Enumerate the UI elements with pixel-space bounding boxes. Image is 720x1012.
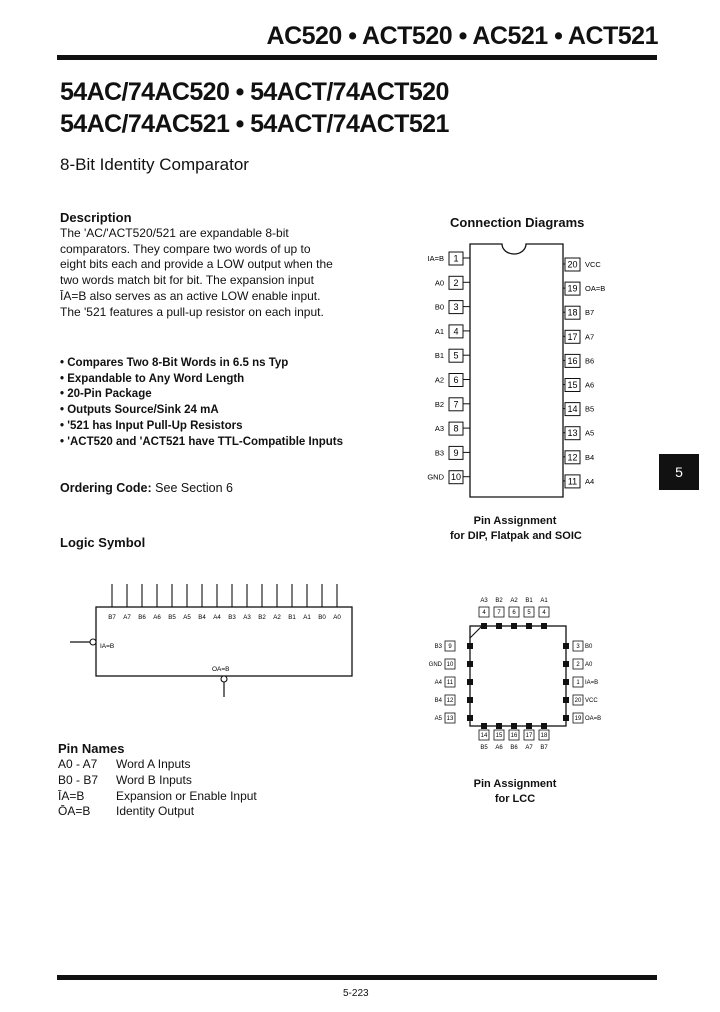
pin-symbol: ŌA=B: [58, 804, 91, 819]
pin-symbol: ĪA=B: [58, 788, 85, 803]
lcc-pad: [467, 643, 473, 649]
features-list: [60, 356, 343, 450]
lcc-pad: [467, 679, 473, 685]
pin-names-table: [58, 757, 257, 820]
lcc-pad: [511, 723, 517, 729]
lcc-pad: [541, 623, 547, 629]
lcc-pin-number: 14: [480, 733, 488, 740]
lcc-pin-name: B7: [540, 745, 548, 751]
pin-description: Word B Inputs: [116, 772, 192, 787]
dip-caption-line2: for DIP, Flatpak and SOIC: [450, 530, 582, 542]
lcc-pin-name: IA=B: [585, 680, 599, 686]
input-label: B3: [228, 614, 236, 621]
logic-symbol-diagram: [70, 578, 370, 698]
lcc-pad: [563, 679, 569, 685]
dip-pin-name: B0: [434, 302, 444, 312]
section-tab: 5: [659, 454, 699, 490]
feature-item: • Outputs Source/Sink 24 mA: [60, 403, 343, 419]
page-number: 5-223: [343, 988, 369, 999]
dip-pin-name: A7: [585, 332, 595, 342]
dip-pin-name: B7: [585, 308, 595, 318]
lcc-pin-number: 7: [497, 610, 501, 617]
lcc-pad: [526, 623, 532, 629]
lcc-pad: [563, 661, 569, 667]
dip-pin-number: 1: [453, 253, 459, 264]
input-label: A3: [243, 614, 251, 621]
table-row: [58, 804, 257, 820]
lcc-pad: [563, 697, 569, 703]
dip-pin-number: 4: [453, 326, 459, 337]
part-numbers-520: 54AC/74AC520 • 54ACT/74ACT520: [60, 78, 449, 106]
pin-description: Word A Inputs: [116, 757, 191, 771]
dip-pin-name: B3: [434, 448, 444, 458]
dip-pin-number: 19: [567, 283, 578, 294]
lcc-caption-line2: for LCC: [494, 793, 536, 805]
dip-pin-number: 16: [567, 355, 578, 366]
dip-pin-name: IA=B: [427, 254, 444, 263]
input-label: B4: [198, 614, 206, 621]
lcc-pin-name: B3: [434, 644, 442, 650]
lcc-pin-name: A2: [510, 598, 518, 604]
pin-description: Identity Output: [116, 804, 195, 819]
lcc-pin-number: 19: [574, 716, 582, 723]
dip-pin-number: 15: [567, 380, 578, 390]
lcc-pin-name: B5: [480, 745, 488, 751]
pin-symbol: A0 - A7: [58, 757, 98, 771]
dip-pin-name: B5: [585, 404, 595, 414]
lcc-pad: [481, 623, 487, 629]
lcc-pad: [541, 723, 547, 729]
page-subtitle: 8-Bit Identity Comparator: [60, 155, 249, 174]
lcc-pad: [563, 643, 569, 649]
lcc-pad: [496, 723, 502, 729]
input-label: B1: [288, 614, 296, 621]
lcc-pad: [467, 661, 473, 667]
dip-pin-number: 8: [453, 423, 459, 434]
dip-pin-name: A4: [585, 476, 595, 486]
dip-pin-name: A2: [434, 375, 444, 385]
dip-pin-number: 12: [567, 452, 578, 463]
lcc-pin-name: B2: [495, 598, 503, 604]
dip-pin-name: GND: [427, 472, 444, 482]
feature-item: • 20-Pin Package: [60, 387, 343, 403]
input-label: A2: [273, 614, 281, 621]
input-label: B5: [168, 614, 176, 621]
enable-label: IA=B: [100, 643, 115, 650]
lcc-caption: [450, 777, 580, 807]
lcc-pin-number: 4: [482, 610, 486, 617]
dip-pin-name: A1: [434, 326, 444, 336]
output-bubble: [221, 676, 227, 682]
dip-pinout-diagram: [410, 240, 620, 502]
lcc-pin-name: A5: [434, 716, 442, 722]
dip-pin-number: 5: [453, 350, 459, 361]
bottom-rule: [57, 975, 657, 980]
dip-pin-name: OA=B: [585, 284, 606, 294]
lcc-pad: [481, 723, 487, 729]
input-label: A4: [213, 614, 221, 621]
lcc-pin-number: 4: [542, 610, 546, 617]
lcc-pad: [526, 723, 532, 729]
dip-caption-line1: Pin Assignment: [473, 515, 557, 527]
dip-caption: [450, 514, 580, 544]
lcc-pin-name: GND: [428, 662, 442, 668]
lcc-pin-name: A7: [525, 745, 533, 751]
lcc-pin-name: A6: [495, 745, 503, 751]
logic-symbol-heading: Logic Symbol: [60, 535, 146, 550]
dip-pin-name: B2: [434, 399, 444, 409]
lcc-pin-name: A0: [585, 662, 593, 668]
lcc-pin-number: 10: [446, 662, 454, 669]
pin-symbol: B0 - B7: [58, 772, 99, 787]
lcc-pin-number: 15: [495, 733, 503, 740]
lcc-package-outline: [470, 626, 566, 726]
lcc-pin-name: A1: [540, 598, 548, 604]
dip-pin-number: 9: [453, 447, 459, 458]
lcc-pin-number: 1: [576, 680, 580, 687]
input-label: A7: [123, 614, 131, 621]
dip-pin-name: B4: [585, 452, 595, 462]
lcc-pin-number: 18: [540, 733, 548, 740]
dip-pin-name: A0: [434, 278, 444, 288]
lcc-pad: [467, 715, 473, 721]
table-row: [58, 773, 257, 789]
description-heading: Description: [60, 210, 132, 225]
lcc-pin-number: 13: [446, 716, 454, 723]
lcc-pad: [563, 715, 569, 721]
lcc-pin-name: B6: [510, 745, 518, 751]
feature-item: • Compares Two 8-Bit Words in 6.5 ns Typ: [60, 356, 343, 372]
dip-pin-number: 11: [567, 476, 578, 487]
dip-pin-name: VCC: [585, 260, 601, 269]
lcc-pin-number: 11: [446, 680, 454, 687]
input-label: A1: [303, 614, 311, 621]
lcc-pin-number: 2: [576, 662, 580, 669]
lcc-pin-number: 3: [576, 644, 580, 651]
lcc-caption-line1: Pin Assignment: [473, 778, 557, 790]
table-row: [58, 757, 257, 773]
output-label: OA=B: [212, 666, 230, 673]
input-label: A6: [153, 614, 161, 621]
input-label: B2: [258, 614, 266, 621]
lcc-pad: [496, 623, 502, 629]
lcc-pad: [511, 623, 517, 629]
lcc-pin-name: OA=B: [585, 716, 602, 722]
ordering-code-label: Ordering Code:: [60, 481, 152, 495]
input-label: A5: [183, 614, 191, 621]
lcc-pin-name: B1: [525, 598, 533, 604]
ordering-code-text: See Section 6: [155, 481, 233, 495]
dip-pin-number: 18: [567, 307, 578, 318]
dip-pin-number: 17: [567, 331, 578, 342]
lcc-pin-number: 5: [527, 610, 531, 617]
input-label: B0: [318, 614, 326, 621]
lcc-index-corner: [470, 626, 482, 638]
lcc-pin-number: 6: [512, 610, 516, 617]
lcc-pin-number: 20: [574, 698, 582, 705]
ordering-code: [60, 481, 233, 495]
input-label: B6: [138, 614, 146, 621]
lcc-pin-number: 9: [448, 644, 452, 651]
input-label: B7: [108, 614, 116, 621]
dip-pin-number: 3: [453, 302, 459, 313]
top-rule: [57, 55, 657, 60]
feature-item: • 'ACT520 and 'ACT521 have TTL-Compatible Inputs: [60, 435, 343, 451]
dip-pin-name: A3: [434, 424, 444, 434]
lcc-pin-name: VCC: [585, 698, 598, 704]
dip-pin-number: 14: [567, 404, 578, 415]
lcc-pinout-diagram: [420, 593, 620, 773]
dip-pin-name: B6: [585, 356, 595, 366]
dip-pin-number: 6: [453, 375, 459, 385]
dip-pin-name: A6: [585, 380, 595, 390]
lcc-pin-number: 16: [510, 733, 518, 740]
input-label: A0: [333, 614, 341, 621]
part-numbers-521: 54AC/74AC521 • 54ACT/74ACT521: [60, 110, 449, 138]
connection-diagrams-heading: Connection Diagrams: [450, 215, 585, 230]
lcc-pin-number: 12: [446, 698, 454, 705]
pin-description: Expansion or Enable Input: [116, 788, 257, 803]
dip-package-outline: [470, 244, 563, 497]
enable-bubble: [90, 639, 96, 645]
dip-pin-name: A5: [585, 428, 595, 438]
lcc-pin-name: A4: [434, 680, 442, 686]
lcc-pin-name: B4: [434, 698, 442, 704]
dip-pin-number: 2: [453, 277, 459, 288]
feature-item: • '521 has Input Pull-Up Resistors: [60, 419, 343, 435]
feature-item: • Expandable to Any Word Length: [60, 372, 343, 388]
dip-pin-number: 13: [567, 428, 578, 439]
dip-pin-number: 20: [567, 259, 578, 270]
lcc-pin-number: 17: [525, 733, 533, 740]
lcc-pin-name: A3: [480, 598, 488, 604]
header-title: AC520 • ACT520 • AC521 • ACT521: [266, 22, 658, 50]
table-row: [58, 789, 257, 805]
dip-pin-number: 7: [453, 399, 459, 410]
description-text: The 'AC/'ACT520/521 are expandable 8-bit comparators. They compare two words of up to eight bits each and provide a LOW output when the two words match bit for bit. The expansion input ĪA=B also serves as an active LOW enable input. The '521 features a pull-up resistor on each input.: [60, 226, 333, 319]
dip-pin-number: 10: [450, 472, 462, 483]
lcc-pin-name: B0: [585, 644, 593, 650]
pin-names-heading: Pin Names: [58, 741, 125, 756]
dip-pin-name: B1: [434, 351, 444, 361]
lcc-pad: [467, 697, 473, 703]
